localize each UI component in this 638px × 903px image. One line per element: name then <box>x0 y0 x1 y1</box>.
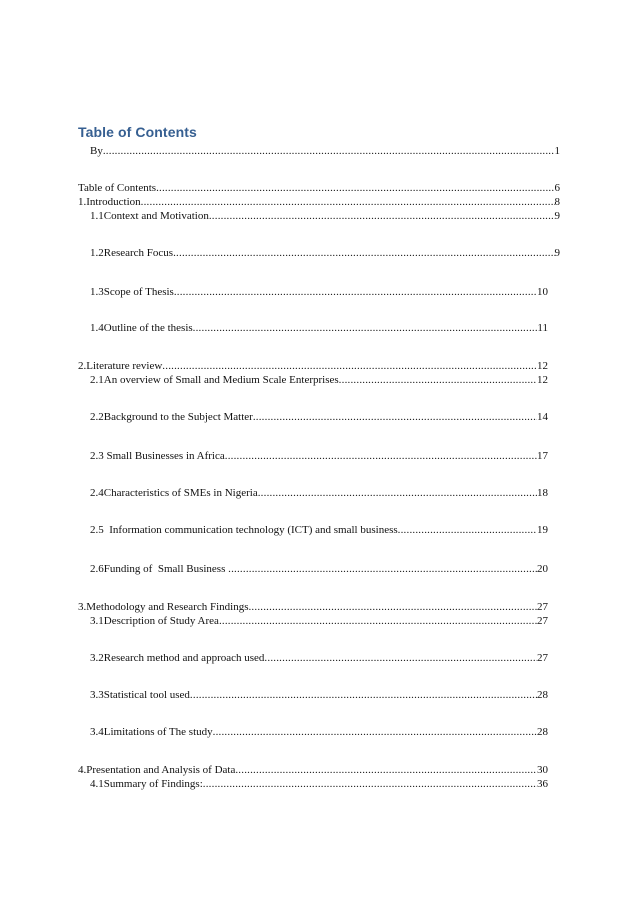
toc-entry-page: 12 <box>537 360 548 372</box>
toc-leader-dots <box>219 615 537 628</box>
toc-entry-page: 9 <box>554 210 560 222</box>
toc-entry-characteristics-smes[interactable] <box>90 487 548 500</box>
toc-entry-title: 3.2Research method and approach used <box>90 652 265 664</box>
toc-entry-title: 4.Presentation and Analysis of Data <box>78 764 236 776</box>
toc-entry-background-subject[interactable] <box>90 411 548 424</box>
toc-entry-title: 3.1Description of Study Area <box>90 615 219 627</box>
toc-entry-page: 12 <box>537 374 548 386</box>
toc-entry-title: 2.6Funding of Small Business <box>90 563 229 575</box>
toc-leader-dots <box>209 210 555 223</box>
toc-entry-title: 3.3Statistical tool used <box>90 689 190 701</box>
toc-entry-title: 2.2Background to the Subject Matter <box>90 411 253 423</box>
toc-entry-page: 9 <box>554 247 560 259</box>
toc-leader-dots <box>228 563 537 576</box>
toc-entry-title: 1.3Scope of Thesis <box>90 286 174 298</box>
toc-leader-dots <box>213 726 537 739</box>
toc-leader-dots <box>193 322 538 335</box>
toc-entry-methodology[interactable] <box>78 601 548 614</box>
toc-leader-dots <box>203 778 537 791</box>
toc-entry-title: 1.1Context and Motivation <box>90 210 209 222</box>
toc-entry-title: 3.Methodology and Research Findings <box>78 601 249 613</box>
toc-entry-page: 6 <box>554 182 560 194</box>
toc-entry-limitations[interactable] <box>90 726 548 739</box>
toc-entry-page: 27 <box>537 615 548 627</box>
toc-entry-research-focus[interactable] <box>90 247 560 260</box>
toc-entry-description-study-area[interactable] <box>90 615 548 628</box>
toc-entry-presentation-analysis[interactable] <box>78 764 548 777</box>
toc-entry-small-businesses-africa[interactable] <box>90 450 548 463</box>
toc-entry-title: 2.1An overview of Small and Medium Scale Enterprises <box>90 374 339 386</box>
toc-entry-outline-of-thesis[interactable] <box>90 322 548 335</box>
toc-entry-title: 1.Introduction <box>78 196 141 208</box>
toc-leader-dots <box>235 764 537 777</box>
toc-entry-page: 27 <box>537 652 548 664</box>
toc-entry-title: 2.4Characteristics of SMEs in Nigeria <box>90 487 258 499</box>
toc-entry-title: Table of Contents <box>78 182 157 194</box>
toc-leader-dots <box>258 487 537 500</box>
toc-leader-dots <box>225 450 537 463</box>
toc-entry-page: 30 <box>537 764 548 776</box>
toc-entry-ict-small-business[interactable] <box>90 524 548 537</box>
toc-leader-dots <box>173 247 554 260</box>
toc-entry-page: 11 <box>537 322 548 334</box>
toc-entry-title: 2.3 Small Businesses in Africa <box>90 450 225 462</box>
toc-heading: Table of Contents <box>78 124 197 140</box>
toc-entry-title: By <box>90 145 103 157</box>
toc-entry-page: 18 <box>537 487 548 499</box>
toc-leader-dots <box>190 689 537 702</box>
toc-entry-page: 36 <box>537 778 548 790</box>
toc-entry-overview-smes[interactable] <box>90 374 548 387</box>
toc-leader-dots <box>156 182 554 195</box>
toc-entry-literature-review[interactable] <box>78 360 548 373</box>
toc-leader-dots <box>162 360 537 373</box>
toc-entry-table-of-contents[interactable] <box>78 182 560 195</box>
toc-entry-by[interactable] <box>90 145 560 158</box>
toc-entry-page: 27 <box>537 601 548 613</box>
toc-leader-dots <box>141 196 555 209</box>
toc-leader-dots <box>398 524 537 537</box>
toc-entry-title: 4.1Summary of Findings: <box>90 778 203 790</box>
toc-entry-research-method[interactable] <box>90 652 548 665</box>
toc-leader-dots <box>264 652 537 665</box>
toc-leader-dots <box>339 374 537 387</box>
toc-entry-introduction[interactable] <box>78 196 560 209</box>
toc-entry-title: 1.2Research Focus <box>90 247 174 259</box>
toc-entry-context-motivation[interactable] <box>90 210 560 223</box>
toc-entry-title: 2.Literature review <box>78 360 163 372</box>
toc-entry-page: 20 <box>537 563 548 575</box>
toc-entry-page: 28 <box>537 689 548 701</box>
toc-entry-page: 14 <box>537 411 548 423</box>
toc-leader-dots <box>103 145 555 158</box>
toc-entry-page: 8 <box>554 196 560 208</box>
toc-leader-dots <box>253 411 537 424</box>
toc-entry-summary-findings[interactable] <box>90 778 548 791</box>
toc-leader-dots <box>248 601 537 614</box>
toc-entry-page: 10 <box>537 286 548 298</box>
toc-entry-scope-of-thesis[interactable] <box>90 286 548 299</box>
toc-entry-page: 1 <box>554 145 560 157</box>
toc-entry-page: 17 <box>537 450 548 462</box>
toc-entry-title: 1.4Outline of the thesis <box>90 322 193 334</box>
toc-leader-dots <box>174 286 537 299</box>
toc-entry-statistical-tool[interactable] <box>90 689 548 702</box>
toc-entry-page: 19 <box>537 524 548 536</box>
toc-entry-title: 3.4Limitations of The study <box>90 726 213 738</box>
toc-entry-title: 2.5 Information communication technology (ICT) and small business <box>90 524 398 536</box>
toc-entry-page: 28 <box>537 726 548 738</box>
toc-entry-funding-small-business[interactable] <box>90 563 548 576</box>
